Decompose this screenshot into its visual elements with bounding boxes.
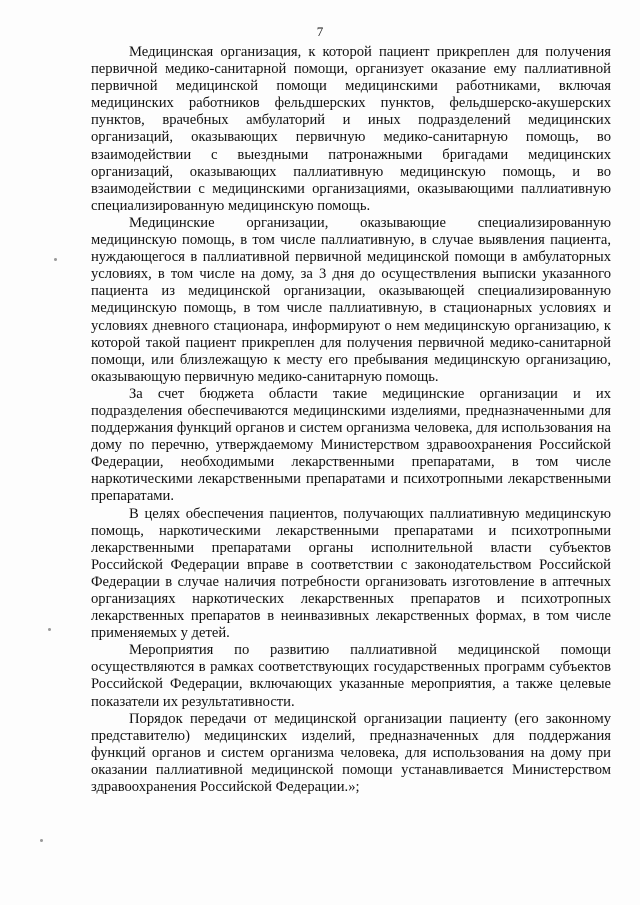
scan-speck bbox=[48, 628, 51, 631]
document-body bbox=[91, 44, 611, 796]
paragraph: Порядок передачи от медицинской организации пациенту (его законному представителю) медицинских изделий, предназначенных для поддержания функций органов и систем организма человека, для использования на дому при оказании паллиативной медицинской помощи устанавливается Министерством здравоохранения Российской Федерации.»; bbox=[91, 710, 611, 796]
page-number: 7 bbox=[316, 24, 324, 39]
paragraph: За счет бюджета области такие медицинские организации и их подразделения обеспечиваются медицинскими изделиями, предназначенными для поддержания функций органов и систем организма человека, для использования на дому по перечню, утверждаемому Министерством здравоохранения Российской Федерации, необходимыми лекарственными препаратами, в том числе наркотическими лекарственными препаратами и психотропными лекарственными препаратами. bbox=[91, 385, 611, 505]
paragraph: Медицинская организация, к которой пациент прикреплен для получения первичной медико-санитарной помощи, организует оказание ему паллиативной первичной медицинской помощи медицинскими работниками, включая медицинских работников фельдшерских пунктов, фельдшерско-акушерских пунктов, врачебных амбулаторий и иных подразделений медицинских организаций, оказывающих первичную медико-санитарную помощь, во взаимодействии с выездными патронажными бригадами медицинских организаций, оказывающих паллиативную медицинскую помощь, и во взаимодействии с медицинскими организациями, оказывающими паллиативную специализированную медицинскую помощь. bbox=[91, 44, 611, 214]
paragraph: Медицинские организации, оказывающие специализированную медицинскую помощь, в том числе паллиативную, в случае выявления пациента, нуждающегося в паллиативной первичной медицинской помощи в амбулаторных условиях, в том числе на дому, за 3 дня до осуществления выписки указанного пациента из медицинской организации, оказывающей специализированную медицинскую помощь, в том числе паллиативную, в стационарных условиях и условиях дневного стационара, информируют о нем медицинскую организацию, к которой такой пациент прикреплен для получения первичной медико-санитарной помощи, или близлежащую к месту его пребывания медицинскую организацию, оказывающую первичную медико-санитарную помощь. bbox=[91, 214, 611, 385]
paragraph: Мероприятия по развитию паллиативной медицинской помощи осуществляются в рамках соответствующих государственных программ субъектов Российской Федерации, включающих указанные мероприятия, а также целевые показатели их результативности. bbox=[91, 642, 611, 710]
paragraph: В целях обеспечения пациентов, получающих паллиативную медицинскую помощь, наркотическими лекарственными препаратами и психотропными лекарственными препаратами органы исполнительной власти субъектов Российской Федерации вправе в соответствии с законодательством Российской Федерации в случае наличия потребности организовать изготовление в аптечных организациях наркотических лекарственных препаратов и психотропных лекарственных препаратов в неинвазивных лекарственных формах, в том числе применяемых у детей. bbox=[91, 505, 611, 642]
scan-speck bbox=[54, 258, 57, 261]
scan-speck bbox=[40, 839, 43, 842]
